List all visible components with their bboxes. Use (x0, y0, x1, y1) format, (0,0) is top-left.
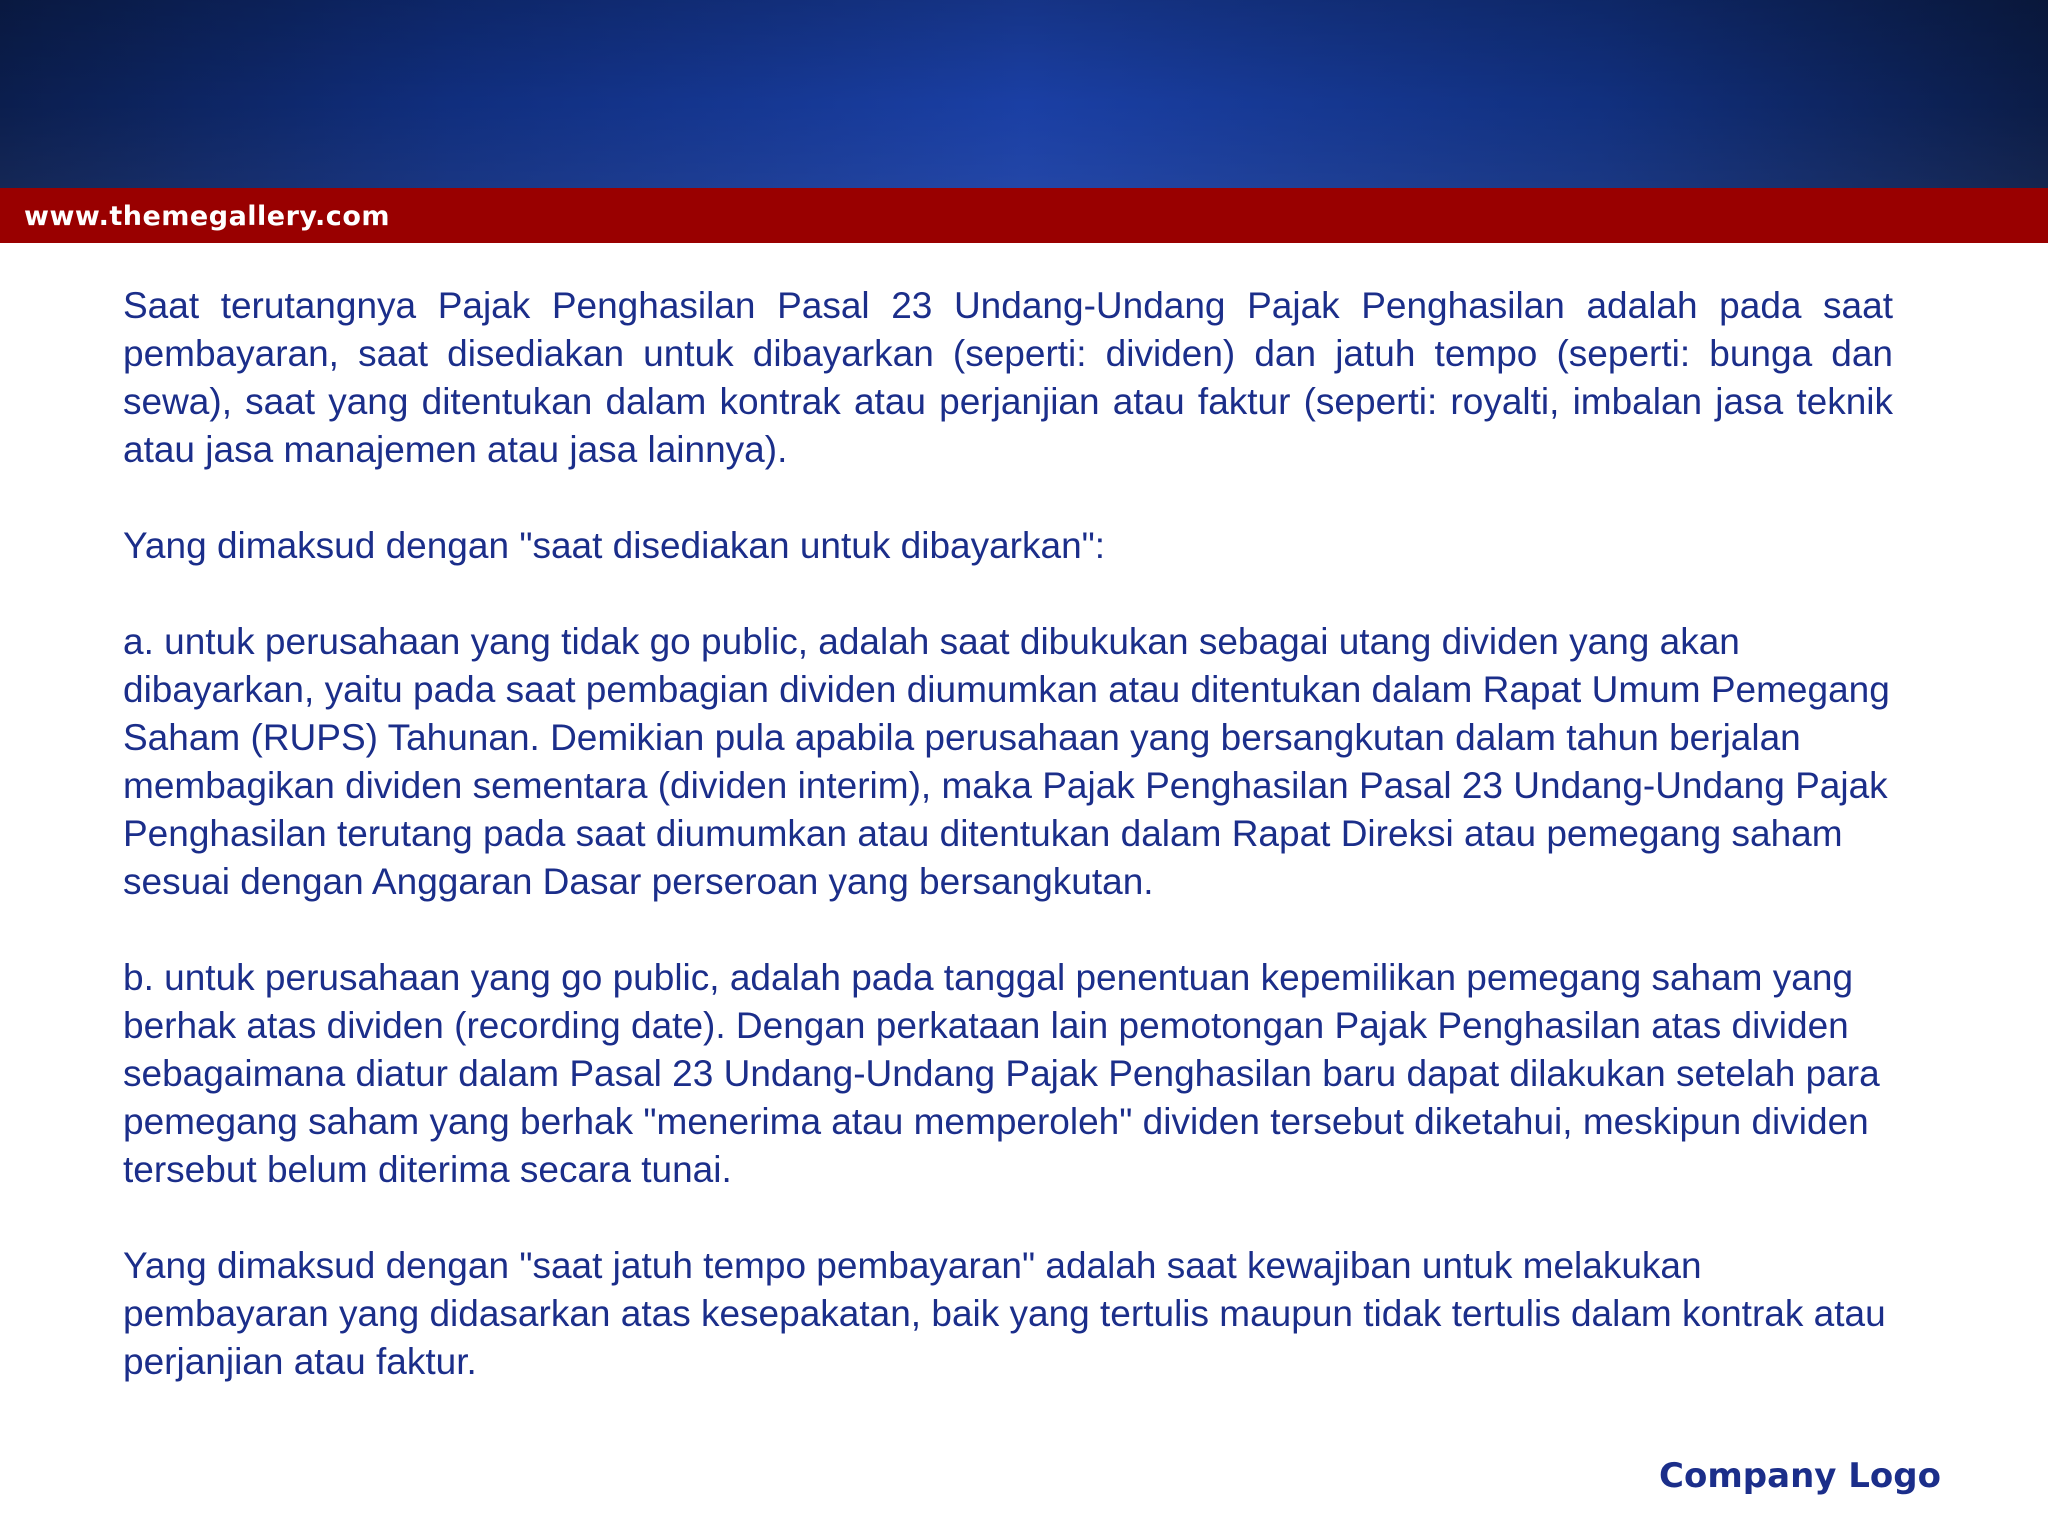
paragraph-intro: Saat terutangnya Pajak Penghasilan Pasal 23 Undang-Undang Pajak Penghasilan adalah pada saat pembayaran, saat disediakan untuk dibayarkan (seperti: dividen) dan jatuh tempo (seperti: bunga dan sewa), saat yang ditentukan dalam kontrak atau perjanjian atau faktur (seperti: royalti, imbalan jasa teknik atau jasa manajemen atau jasa lainnya). (123, 285, 1893, 470)
paragraph-point-b: b. untuk perusahaan yang go public, adalah pada tanggal penentuan kepemilikan pemegang saham yang berhak atas dividen (recording date). Dengan perkataan lain pemotongan Pajak Penghasilan atas dividen sebagaimana diatur dalam Pasal 23 Undang-Undang Pajak Penghasilan baru dapat dilakukan setelah para pemegang saham yang berhak "menerima atau memperoleh" dividen tersebut diketahui, meskipun dividen tersebut belum diterima secara tunai. (123, 957, 1880, 1190)
slide-body (123, 282, 1893, 1434)
paragraph-due-date: Yang dimaksud dengan "saat jatuh tempo pembayaran" adalah saat kewajiban untuk melakukan pembayaran yang didasarkan atas kesepakatan, baik yang tertulis maupun tidak tertulis dalam kontrak atau perjanjian atau faktur. (123, 1245, 1886, 1382)
paragraph-definition-heading: Yang dimaksud dengan "saat disediakan untuk dibayarkan": (123, 525, 1106, 566)
website-url: www.themegallery.com (24, 201, 390, 232)
company-logo: Company Logo (1659, 1456, 1941, 1496)
header-banner (0, 0, 2048, 188)
paragraph-point-a: a. untuk perusahaan yang tidak go public, adalah saat dibukukan sebagai utang dividen yang akan dibayarkan, yaitu pada saat pembagian dividen diumumkan atau ditentukan dalam Rapat Umum Pemegang Saham (RUPS) Tahunan. Demikian pula apabila perusahaan yang bersangkutan dalam tahun berjalan membagikan dividen sementara (dividen interim), maka Pajak Penghasilan Pasal 23 Undang-Undang Pajak Penghasilan terutang pada saat diumumkan atau ditentukan dalam Rapat Direksi atau pemegang saham sesuai dengan Anggaran Dasar perseroan yang bersangkutan. (123, 621, 1890, 902)
